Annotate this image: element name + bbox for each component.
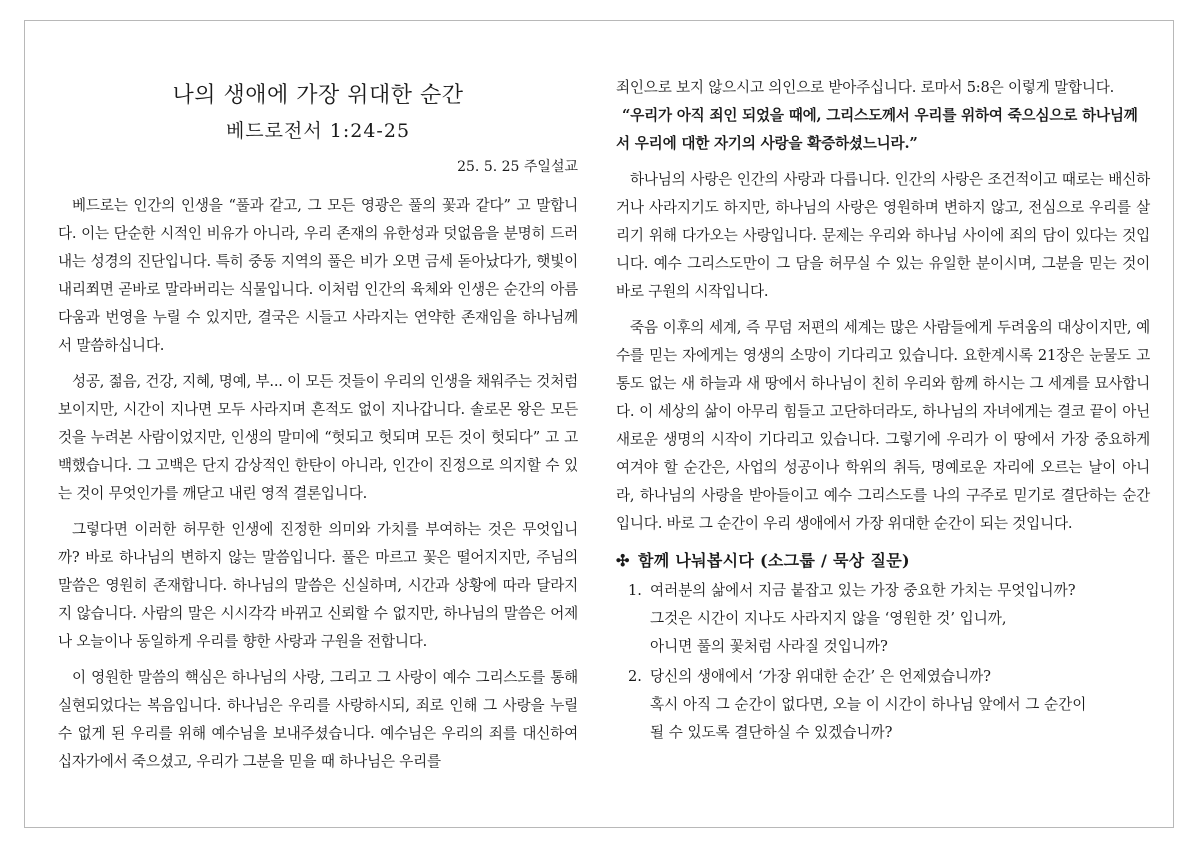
sermon-date: 25. 5. 25 주일설교 <box>457 159 578 175</box>
question-number: 2. <box>628 668 642 685</box>
sermon-title: 나의 생애에 가장 위대한 순간 <box>172 83 464 108</box>
question-line <box>616 663 1150 691</box>
question-line: 그것은 시간이 지나도 사라지지 않을 ‘영원한 것’ 입니까, <box>650 610 1007 627</box>
paragraph-6: 죽음 이후의 세계, 즉 무덤 저편의 세계는 많은 사람들에게 두려움의 대상이지만, 예수를 믿는 자에게는 영생의 소망이 기다리고 있습니다. 요한계시록 21장은 눈물도 고통도 없는 새 하늘과 새 땅에서 하나님이 친히 우리와 함께 하시는 그 세계를 묘사합니다. 이 세상의 삶이 아무리 힘들고 고단하더라도, 하나님의 자녀에게는 결코 끝이 아닌 새로운 생명의 시작이 기다리고 있습니다. 그렇기에 우리가 이 땅에서 가장 중요하게 여겨야 할 순간은, 사업의 성공이나 학위의 취득, 명예로운 자리에 오르는 날이 아니라, 하나님의 사랑을 받아들이고 예수 그리스도를 나의 구주로 믿기로 결단하는 순간입니다. 바로 그 순간이 우리 생애에서 가장 위대한 순간이 되는 것입니다. <box>616 319 1150 532</box>
question-line: 혹시 아직 그 순간이 없다면, 오늘 이 시간이 하나님 앞에서 그 순간이 <box>650 696 1087 713</box>
left-column-body <box>58 192 578 784</box>
paragraph-4: 이 영원한 말씀의 핵심은 하나님의 사랑, 그리고 그 사랑이 예수 그리스도를 통해 실현되었다는 복음입니다. 하나님은 우리를 사랑하시되, 죄로 인해 그 사랑을 누릴 수 없게 된 우리를 위해 예수님을 보내주셨습니다. 예수님은 우리의 죄를 대신하여 십자가에서 죽으셨고, 우리가 그분을 믿을 때 하나님은 우리를 <box>58 669 578 770</box>
club-icon: ✣ <box>616 551 630 570</box>
right-column-body <box>616 74 1150 749</box>
scripture-quote: “우리가 아직 죄인 되었을 때에, 그리스도께서 우리를 위하여 죽으심으로 하나님께서 우리에 대한 자기의 사랑을 확증하셨느니라.” <box>616 107 1138 152</box>
question-text: 여러분의 삶에서 지금 붙잡고 있는 가장 중요한 가치는 무엇입니까? <box>650 582 1076 599</box>
question-item <box>616 577 1150 661</box>
question-list <box>616 577 1150 747</box>
question-line <box>616 577 1150 605</box>
paragraph-1: 베드로는 인간의 인생을 “풀과 같고, 그 모든 영광은 풀의 꽃과 같다” 고 말합니다. 이는 단순한 시적인 비유가 아니라, 우리 존재의 유한성과 덧없음을 분명히 드러내는 성경의 진단입니다. 특히 중동 지역의 풀은 비가 오면 금세 돋아났다가, 햇빛이 내리쬐면 곧바로 말라버리는 식물입니다. 이처럼 인간의 육체와 인생은 순간의 아름다움과 번영을 누릴 수 있지만, 결국은 시들고 사라지는 연약한 존재임을 하나님께서 말씀하십니다. <box>58 197 578 354</box>
question-line: 아니면 풀의 꽃처럼 사라질 것입니까? <box>650 638 888 655</box>
question-text: 당신의 생애에서 ‘가장 위대한 순간’ 은 언제였습니까? <box>650 668 991 685</box>
discussion-heading-text: 함께 나눠봅시다 (소그룹 / 묵상 질문) <box>638 551 910 570</box>
scripture-reference: 베드로전서 1:24-25 <box>225 120 411 142</box>
paragraph-3: 그렇다면 이러한 허무한 인생에 진정한 의미와 가치를 부여하는 것은 무엇입니까? 바로 하나님의 변하지 않는 말씀입니다. 풀은 마르고 꽃은 떨어지지만, 주님의 말씀은 영원히 존재합니다. 하나님의 말씀은 신실하며, 시간과 상황에 따라 달라지지 않습니다. 사람의 말은 시시각각 바뀌고 신뢰할 수 없지만, 하나님의 말씀은 어제나 오늘이나 동일하게 우리를 향한 사랑과 구원을 전합니다. <box>58 521 578 650</box>
question-item <box>616 663 1150 747</box>
paragraph-5: 하나님의 사랑은 인간의 사랑과 다릅니다. 인간의 사랑은 조건적이고 때로는 배신하거나 사라지기도 하지만, 하나님의 사랑은 영원하며 변하지 않고, 전심으로 우리를 살리기 위해 다가오는 사랑입니다. 문제는 우리와 하나님 사이에 죄의 담이 있다는 것입니다. 예수 그리스도만이 그 담을 허무실 수 있는 유일한 분이시며, 그분을 믿는 것이 바로 구원의 시작입니다. <box>616 171 1150 300</box>
question-number: 1. <box>628 582 642 599</box>
paragraph-2: 성공, 젊음, 건강, 지혜, 명예, 부... 이 모든 것들이 우리의 인생을 채워주는 것처럼 보이지만, 시간이 지나면 모두 사라지며 흔적도 없이 지나갑니다. 솔로몬 왕은 모든 것을 누려본 사람이었지만, 인생의 말미에 “헛되고 헛되며 모든 것이 헛되다” 고 고백했습니다. 그 고백은 단지 감상적인 한탄이 아니라, 인간이 진정으로 의지할 수 있는 것이 무엇인가를 깨닫고 내린 영적 결론입니다. <box>58 373 578 502</box>
question-line: 될 수 있도록 결단하실 수 있겠습니까? <box>650 724 893 741</box>
discussion-heading <box>616 548 1150 571</box>
paragraph-continued: 죄인으로 보지 않으시고 의인으로 받아주십니다. 로마서 5:8은 이렇게 말합니다. <box>616 79 1115 96</box>
